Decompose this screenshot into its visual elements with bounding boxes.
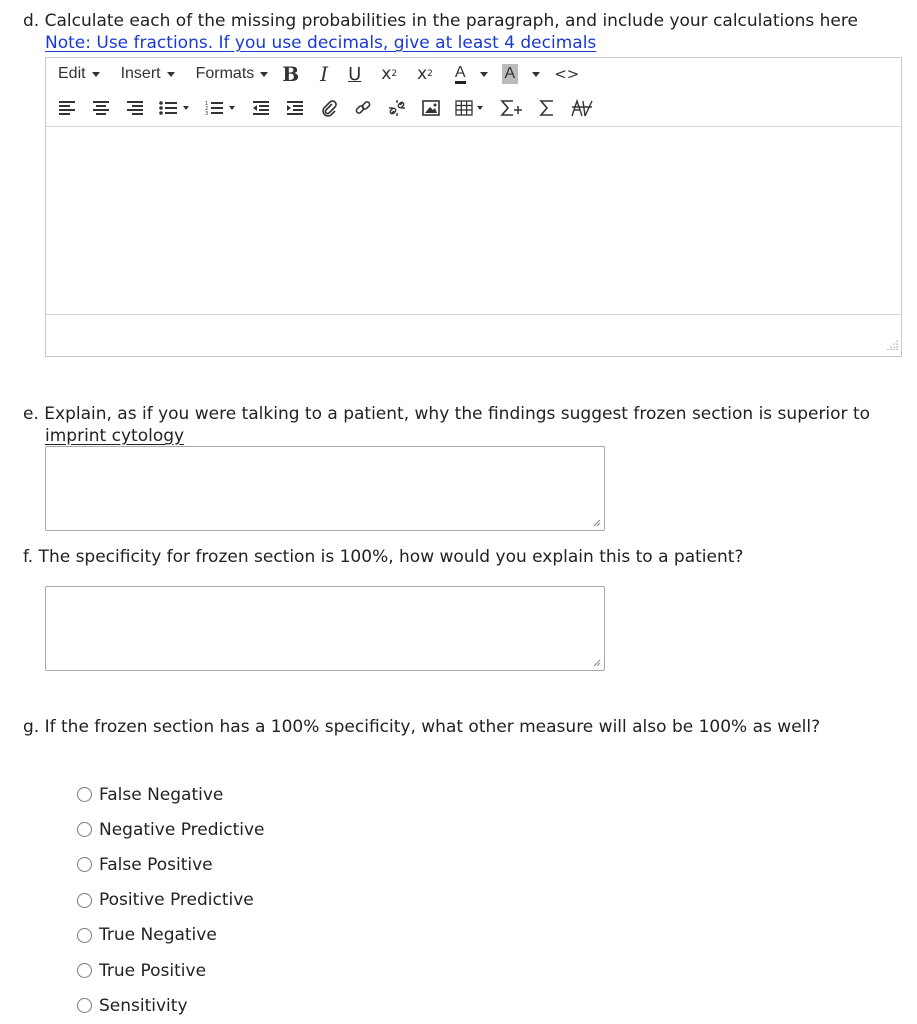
insert-menu-label: Insert [120, 65, 161, 82]
align-left-icon[interactable] [56, 97, 78, 119]
align-center-icon[interactable] [90, 97, 112, 119]
question-d [23, 10, 858, 54]
question-g [23, 716, 820, 738]
superscript-label: x [417, 64, 428, 84]
chevron-down-icon[interactable] [532, 72, 540, 77]
rich-text-editor [45, 57, 902, 357]
bold-label: B [282, 62, 300, 86]
chemistry-icon[interactable] [570, 97, 594, 119]
resize-handle-icon[interactable] [886, 340, 898, 350]
edit-menu-label: Edit [58, 65, 86, 82]
source-code-button[interactable] [554, 65, 579, 83]
formats-menu[interactable] [196, 65, 269, 83]
radio-option-sensitivity[interactable] [77, 988, 265, 1023]
question-e-text: e. Explain, as if you were talking to a patient, why the findings suggest frozen section is superior to [23, 404, 871, 424]
attachment-icon[interactable] [318, 97, 340, 119]
superscript-button[interactable]: x 2 [417, 64, 433, 84]
radio-button[interactable] [77, 928, 92, 943]
radio-option-positive-predictive[interactable] [77, 883, 265, 918]
chevron-down-icon[interactable] [480, 72, 488, 77]
chevron-down-icon [92, 72, 100, 77]
subscript-label: x [381, 64, 392, 84]
svg-text:2: 2 [205, 106, 209, 112]
font-color-button[interactable] [455, 65, 466, 84]
unlink-icon[interactable] [386, 97, 408, 119]
equation-insert-icon[interactable] [500, 97, 524, 119]
radio-option-label: Sensitivity [99, 995, 188, 1016]
answer-e-textarea[interactable] [45, 446, 605, 531]
radio-option-false-negative[interactable] [77, 777, 265, 812]
resize-handle-icon[interactable] [591, 517, 601, 527]
resize-handle-icon[interactable] [591, 657, 601, 667]
underline-button[interactable] [348, 64, 361, 85]
question-e-text-continued: imprint cytology [45, 426, 185, 446]
question-e [23, 403, 870, 447]
bold-button[interactable] [282, 62, 299, 86]
radio-option-label: Positive Predictive [99, 890, 254, 911]
indent-icon[interactable] [284, 97, 306, 119]
italic-label: I [320, 62, 329, 86]
answer-g-radio-group [77, 777, 265, 1023]
insert-menu[interactable] [121, 65, 175, 83]
radio-option-label: False Positive [99, 854, 213, 875]
link-icon[interactable] [352, 97, 374, 119]
editor-content-area[interactable] [46, 127, 901, 315]
image-icon[interactable] [420, 97, 442, 119]
question-d-note: Note: Use fractions. If you use decimals, give at least 4 decimals [45, 33, 597, 53]
sigma-icon[interactable] [536, 97, 558, 119]
radio-option-label: Negative Predictive [99, 819, 265, 840]
radio-option-label: False Negative [99, 784, 224, 805]
font-color-label: A [454, 63, 466, 81]
italic-button[interactable] [320, 62, 328, 86]
chevron-down-icon [260, 72, 268, 77]
radio-button[interactable] [77, 857, 92, 872]
chevron-down-icon [167, 72, 175, 77]
background-color-button[interactable] [502, 64, 519, 84]
radio-option-label: True Negative [99, 925, 217, 946]
radio-option-negative-predictive[interactable] [77, 812, 265, 847]
radio-button[interactable] [77, 787, 92, 802]
editor-menubar [46, 58, 901, 90]
question-f-text: f. The specificity for frozen section is 100%, how would you explain this to a patient? [23, 547, 744, 567]
numbered-list-icon[interactable] [204, 97, 238, 119]
radio-option-true-positive[interactable] [77, 953, 265, 988]
svg-text:1: 1 [205, 101, 209, 107]
edit-menu[interactable] [58, 65, 100, 83]
subscript-button[interactable]: x 2 [381, 64, 398, 84]
background-color-label: A [504, 65, 516, 82]
editor-toolbar [46, 90, 901, 127]
underline-label: U [348, 63, 362, 85]
align-right-icon[interactable] [124, 97, 146, 119]
source-code-label: <> [554, 65, 580, 83]
question-d-text: d. Calculate each of the missing probabilities in the paragraph, and include your calculations here [23, 11, 858, 31]
svg-text:3: 3 [205, 111, 209, 116]
editor-statusbar [46, 315, 901, 353]
outdent-icon[interactable] [250, 97, 272, 119]
radio-option-false-positive[interactable] [77, 847, 265, 882]
radio-button[interactable] [77, 822, 92, 837]
table-icon[interactable] [454, 97, 488, 119]
radio-button[interactable] [77, 963, 92, 978]
formats-menu-label: Formats [195, 65, 255, 82]
radio-button[interactable] [77, 998, 92, 1013]
question-g-text: g. If the frozen section has a 100% specificity, what other measure will also be 100% as well? [23, 717, 821, 737]
radio-option-true-negative[interactable] [77, 918, 265, 953]
radio-button[interactable] [77, 893, 92, 908]
question-f [23, 546, 743, 568]
radio-option-label: True Positive [99, 960, 207, 981]
answer-f-textarea[interactable] [45, 586, 605, 671]
bullet-list-icon[interactable] [158, 97, 192, 119]
